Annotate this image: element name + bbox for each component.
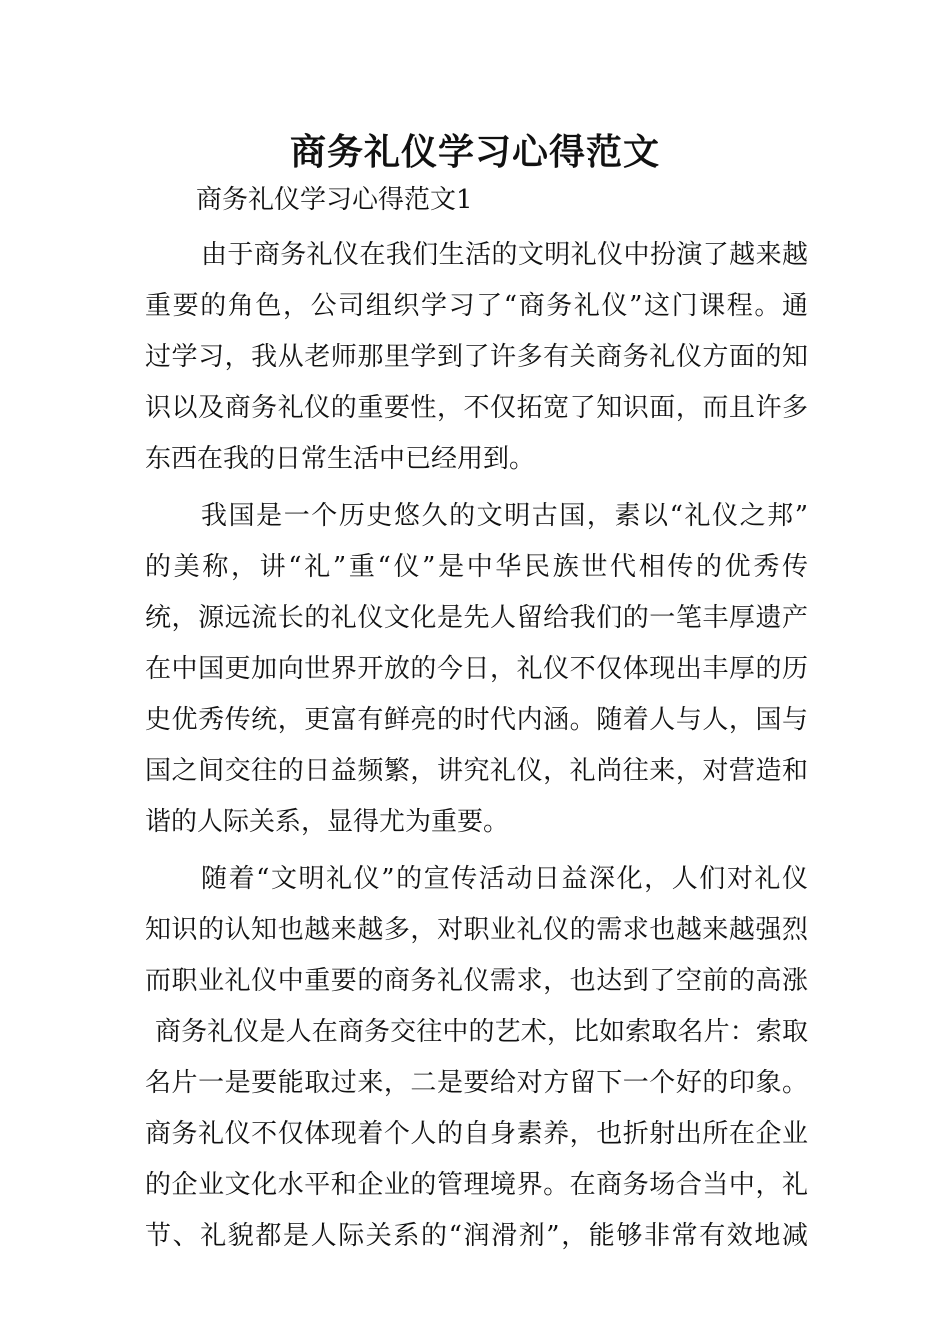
document-subtitle: 商务礼仪学习心得范文1 xyxy=(196,185,473,215)
text-line: 名片一是要能取过来，二是要给对方留下一个好的印象。 xyxy=(145,1068,808,1098)
document-title: 商务礼仪学习心得范文 xyxy=(289,131,660,173)
text-line: 节、礼貌都是人际关系的“润滑剂”，能够非常有效地减 xyxy=(145,1221,808,1251)
text-line: 商务礼仪不仅体现着个人的自身素养，也折射出所在企业 xyxy=(145,1119,808,1149)
text-line: 谐的人际关系，显得尤为重要。 xyxy=(145,807,510,837)
text-line: 我国是一个历史悠久的文明古国，素以“礼仪之邦” xyxy=(201,501,808,531)
text-line: 随着“文明礼仪”的宣传活动日益深化，人们对礼仪 xyxy=(201,864,808,894)
text-line: 识以及商务礼仪的重要性，不仅拓宽了知识面，而且许多 xyxy=(145,393,808,423)
text-line: 而职业礼仪中重要的商务礼仪需求，也达到了空前的高涨 xyxy=(145,966,808,996)
document-body xyxy=(145,230,808,1262)
text-line: 东西在我的日常生活中已经用到。 xyxy=(145,444,536,474)
text-line: 国之间交往的日益频繁，讲究礼仪，礼尚往来，对营造和 xyxy=(145,756,808,786)
text-line: 商务礼仪是人在商务交往中的艺术，比如索取名片：索取 xyxy=(155,1017,808,1047)
text-line: 重要的角色，公司组织学习了“商务礼仪”这门课程。通 xyxy=(145,291,808,321)
text-line: 在中国更加向世界开放的今日，礼仪不仅体现出丰厚的历 xyxy=(145,654,808,684)
text-line: 史优秀传统，更富有鲜亮的时代内涵。随着人与人，国与 xyxy=(145,705,808,735)
text-line: 知识的认知也越来越多，对职业礼仪的需求也越来越强烈 xyxy=(145,915,808,945)
text-line: 的美称，讲“礼”重“仪”是中华民族世代相传的优秀传 xyxy=(145,552,808,582)
text-line: 的企业文化水平和企业的管理境界。在商务场合当中，礼 xyxy=(145,1170,808,1200)
text-line: 统，源远流长的礼仪文化是先人留给我们的一笔丰厚遗产 xyxy=(145,603,808,633)
text-line: 过学习，我从老师那里学到了许多有关商务礼仪方面的知 xyxy=(145,342,808,372)
text-line: 由于商务礼仪在我们生活的文明礼仪中扮演了越来越 xyxy=(201,240,808,270)
